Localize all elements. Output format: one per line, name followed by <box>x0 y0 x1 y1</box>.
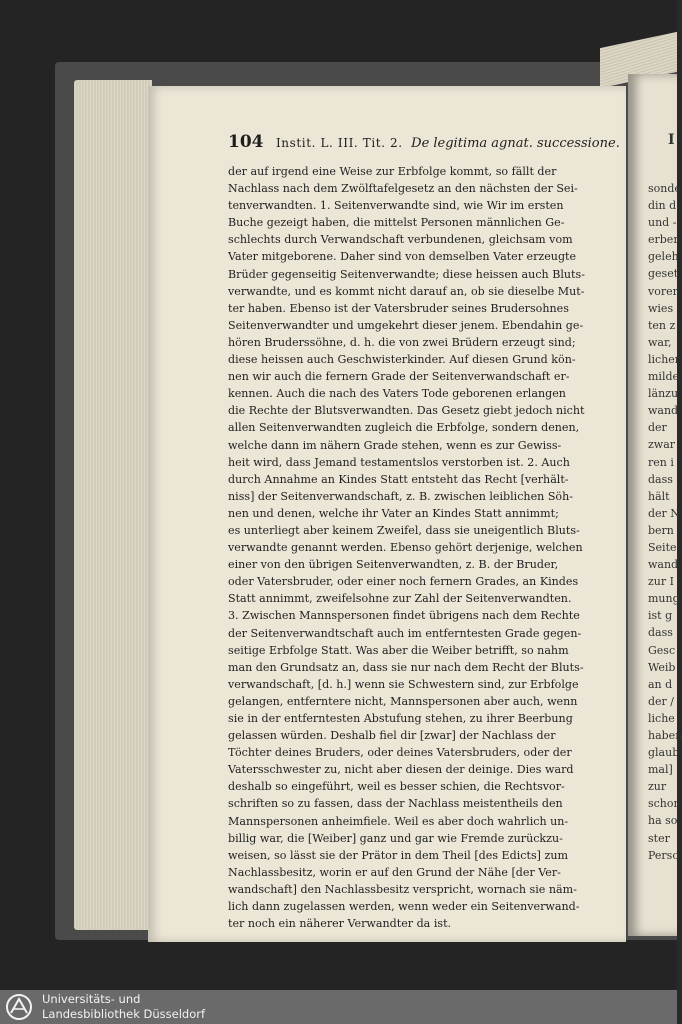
facing-text-fragment: liche <box>648 711 675 725</box>
text-line: es unterliegt aber keinem Zweifel, dass sie uneigentlich Bluts- <box>228 523 580 537</box>
text-line: ter noch ein näherer Verwandter da ist. <box>228 917 452 931</box>
text-line: Nachlassbesitz, worin er auf den Grund der Nähe [der Ver- <box>228 865 561 879</box>
text-line: tenverwandten. 1. Seitenverwandte sind, wie Wir im ersten <box>228 199 564 213</box>
text-line: Seitenverwandter und umgekehrt dieser jenem. Ebendahin ge- <box>228 318 584 332</box>
text-line: seitige Erbfolge Statt. Was aber die Weiber betrifft, so nahm <box>228 643 569 657</box>
facing-text-fragment: sonde <box>648 182 681 195</box>
text-line: gelangen, entferntere nicht, Mannspersonen aber auch, wenn <box>228 694 578 708</box>
facing-text-fragment: geset <box>648 267 679 281</box>
text-line: Vatersschwester zu, nicht aber diesen der deinige. Dies ward <box>228 763 574 777</box>
text-line: die Rechte der Blutsverwandten. Das Gesetz giebt jedoch nicht <box>228 404 585 418</box>
text-line: Mannspersonen anheimfiele. Weil es aber doch wahrlich un- <box>228 814 569 828</box>
text-line: Brüder gegenseitig Seitenverwandte; diese heissen auch Bluts- <box>228 267 585 281</box>
ulb-logo-icon <box>4 993 34 1021</box>
library-name-line2: Landesbibliothek Düsseldorf <box>42 1007 206 1021</box>
text-line: welche dann im nähern Grade stehen, wenn es zur Gewiss- <box>228 438 562 452</box>
facing-text-fragment: ten z <box>648 318 676 332</box>
library-name-line1: Universitäts- und <box>42 992 141 1006</box>
text-line: lich dann zugelassen werden, wenn weder ein Seitenverwand- <box>228 900 580 914</box>
facing-text-fragment: dass <box>648 472 673 486</box>
text-line: verwandte genannt werden. Ebenso gehört derjenige, welchen <box>228 541 583 555</box>
facing-text-fragment: bern <box>648 523 674 537</box>
facing-text-fragment: zur <box>648 780 667 794</box>
body-text <box>228 163 611 932</box>
facing-text-fragment: ster <box>648 831 670 845</box>
page-edges <box>74 80 152 930</box>
text-line: schriften so zu fassen, dass der Nachlass meistentheils den <box>228 797 563 811</box>
text-line: kennen. Auch die nach des Vaters Tode geborenen erlangen <box>228 387 566 401</box>
text-line: oder Vatersbruder, oder einer noch fernern Grades, an Kindes <box>228 575 579 589</box>
text-line: niss] der Seitenverwandschaft, z. B. zwischen leiblichen Söh- <box>228 489 573 503</box>
facing-page-header: I <box>668 132 675 148</box>
facing-text-fragment: ren i <box>648 455 674 469</box>
text-line: Vater mitgeborene. Daher sind von demselben Vater erzeugte <box>228 250 577 264</box>
text-line: nen wir auch die fernern Grade der Seitenverwandschaft er- <box>228 370 570 384</box>
facing-text-fragment: an d <box>648 677 673 691</box>
facing-text-fragment: mung <box>648 592 680 606</box>
text-line: der Seitenverwandtschaft auch im entferntesten Grade gegen- <box>228 626 582 640</box>
facing-text-fragment: haben <box>648 729 682 742</box>
text-line: schlechts durch Verwandschaft verbundenen, gleichsam vom <box>228 233 573 247</box>
text-line: man den Grundsatz an, dass sie nur nach dem Recht der Bluts- <box>228 660 584 674</box>
facing-text-fragment: wand <box>648 558 679 572</box>
facing-text-fragment: der <box>648 421 667 435</box>
running-title: Instit. L. III. Tit. 2. <box>275 136 403 150</box>
text-line: Statt annimmt, zweifelsohne zur Zahl der Seitenverwandten. <box>228 592 572 606</box>
running-subtitle: De legitima agnat. successione. <box>411 136 620 151</box>
text-line: weisen, so lässt sie der Prätor in dem Theil [des Edicts] zum <box>228 848 569 862</box>
facing-text-fragment: erber <box>648 233 679 247</box>
text-line: wandschaft] den Nachlassbesitz verspricht, wornach sie näm- <box>228 882 577 896</box>
facing-text-fragment: Weib <box>648 660 676 674</box>
text-line: gelassen würden. Deshalb fiel dir [zwar] der Nachlass der <box>228 729 556 743</box>
facing-text-fragment: geleh <box>648 250 679 264</box>
text-line: sie in der entferntesten Abstufung stehen, zu ihrer Beerbung <box>228 712 573 725</box>
text-line: heit wird, dass Jemand testamentslos verstorben ist. 2. Auch <box>228 455 570 469</box>
text-line: Töchter deines Bruders, oder deines Vatersbruders, oder der <box>228 746 572 760</box>
text-line: Buche gezeigt haben, die mittelst Personen männlichen Ge- <box>228 216 565 230</box>
facing-text-fragment: der N <box>648 506 680 520</box>
facing-text-fragment: glaub <box>648 746 680 760</box>
facing-text-fragment: Perso <box>648 848 679 862</box>
facing-text-fragment: milde <box>648 370 680 384</box>
facing-text-fragment: war, <box>648 335 672 349</box>
text-line: 3. Zwischen Mannspersonen findet übrigens nach dem Rechte <box>228 609 580 623</box>
facing-text-fragment: wand <box>648 404 679 418</box>
facing-text-fragment: dass <box>648 626 673 640</box>
library-name <box>42 992 205 1022</box>
text-line: allen Seitenverwandten zugleich die Erbfolge, sondern denen, <box>228 421 580 435</box>
text-line: ter haben. Ebenso ist der Vatersbruder seines Brudersohnes <box>228 301 569 315</box>
text-line: verwandschaft, [d. h.] wenn sie Schwestern sind, zur Erbfolge <box>228 677 579 691</box>
text-line: nen und denen, welche ihr Vater an Kindes Statt annimmt; <box>228 506 559 520</box>
facing-text-fragment: ha so <box>648 814 678 828</box>
facing-text-fragment: din d <box>648 199 677 213</box>
text-line: diese heissen auch Geschwisterkinder. Auf diesen Grund kön- <box>228 353 576 367</box>
facing-text-fragment: und - <box>648 216 677 230</box>
text-line: durch Annahme an Kindes Statt entsteht das Recht [verhält- <box>228 472 569 486</box>
running-header <box>228 132 624 152</box>
text-line: deshalb so eingeführt, weil es besser schien, die Rechtsvor- <box>228 780 565 794</box>
facing-text-fragment: mal] <box>648 763 673 777</box>
facing-text-fragment: vorer <box>648 284 678 298</box>
text-line: der auf irgend eine Weise zur Erbfolge kommt, so fällt der <box>228 165 557 178</box>
facing-text-fragment: wies <box>648 301 674 315</box>
facing-text-fragment: hält <box>648 489 670 503</box>
facing-text-fragment: Gesc <box>648 643 676 657</box>
facing-text-fragment: schon <box>648 797 681 811</box>
text-line: hören Bruderssöhne, d. h. die von zwei Brüdern erzeugt sind; <box>228 335 576 349</box>
facing-text-fragment: zur I <box>648 575 674 589</box>
text-line: billig war, die [Weiber] ganz und gar wie Fremde zurückzu- <box>228 831 563 845</box>
facing-text-fragment: licher <box>648 352 681 366</box>
facing-text-fragment: Seite <box>648 540 677 554</box>
text-line: Nachlass nach dem Zwölftafelgesetz an den nächsten der Sei- <box>228 182 578 196</box>
facing-text-fragment: zwar <box>648 438 676 452</box>
facing-text-fragment: der / <box>648 694 675 708</box>
text-line: verwandte, und es kommt nicht darauf an, ob sie dieselbe Mut- <box>228 284 585 298</box>
page-number: 104 <box>228 132 264 152</box>
facing-text-fragment: länzu <box>648 387 679 401</box>
facing-page-text <box>648 180 682 864</box>
facing-text-fragment: ist g <box>648 609 673 623</box>
text-line: einer von den übrigen Seitenverwandten, z. B. der Bruder, <box>228 558 559 572</box>
